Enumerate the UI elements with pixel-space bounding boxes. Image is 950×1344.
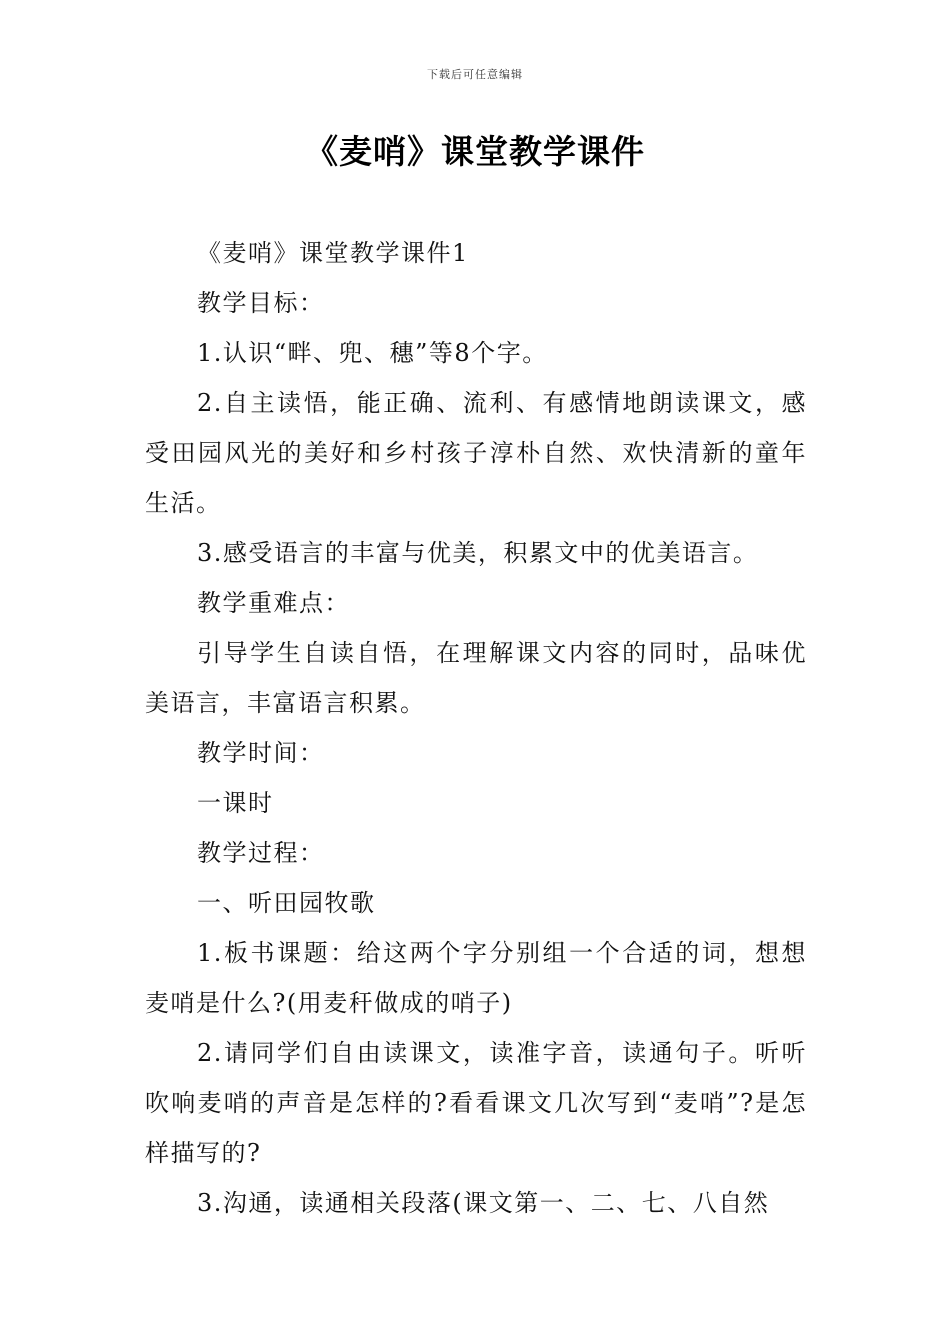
document-body <box>145 228 807 1228</box>
paragraph-goal-2: 2.自主读悟，能正确、流利、有感情地朗读课文，感受田园风光的美好和乡村孩子淳朴自然、欢快清新的童年生活。 <box>145 389 807 517</box>
paragraph-step-1: 1.板书课题：给这两个字分别组一个合适的词，想想麦哨是什么?(用麦秆做成的哨子) <box>145 939 807 1017</box>
header-note: 下载后可任意编辑 <box>427 68 523 81</box>
paragraph-heading-key-points: 教学重难点： <box>197 589 350 617</box>
paragraph-step-2: 2.请同学们自由读课文，读准字音，读通句子。听听吹响麦哨的声音是怎样的?看看课文几次写到“麦哨”?是怎样描写的? <box>145 1039 807 1167</box>
paragraph-goal-3: 3.感受语言的丰富与优美，积累文中的优美语言。 <box>197 539 759 567</box>
paragraph-heading-process: 教学过程： <box>197 839 325 867</box>
paragraph-goal-1: 1.认识“畔、兜、穗”等8个字。 <box>197 339 548 367</box>
paragraph-time: 一课时 <box>197 789 274 817</box>
paragraph-heading-goals: 教学目标： <box>197 289 325 317</box>
paragraph-heading-time: 教学时间： <box>197 739 325 767</box>
paragraph-subtitle: 《麦哨》课堂教学课件1 <box>197 239 469 267</box>
paragraph-section-1: 一、听田园牧歌 <box>197 889 376 917</box>
paragraph-key-points: 引导学生自读自悟，在理解课文内容的同时，品味优美语言，丰富语言积累。 <box>145 639 807 717</box>
document-title: 《麦哨》课堂教学课件 <box>305 132 645 171</box>
paragraph-step-3: 3.沟通，读通相关段落(课文第一、二、七、八自然 <box>197 1189 770 1217</box>
